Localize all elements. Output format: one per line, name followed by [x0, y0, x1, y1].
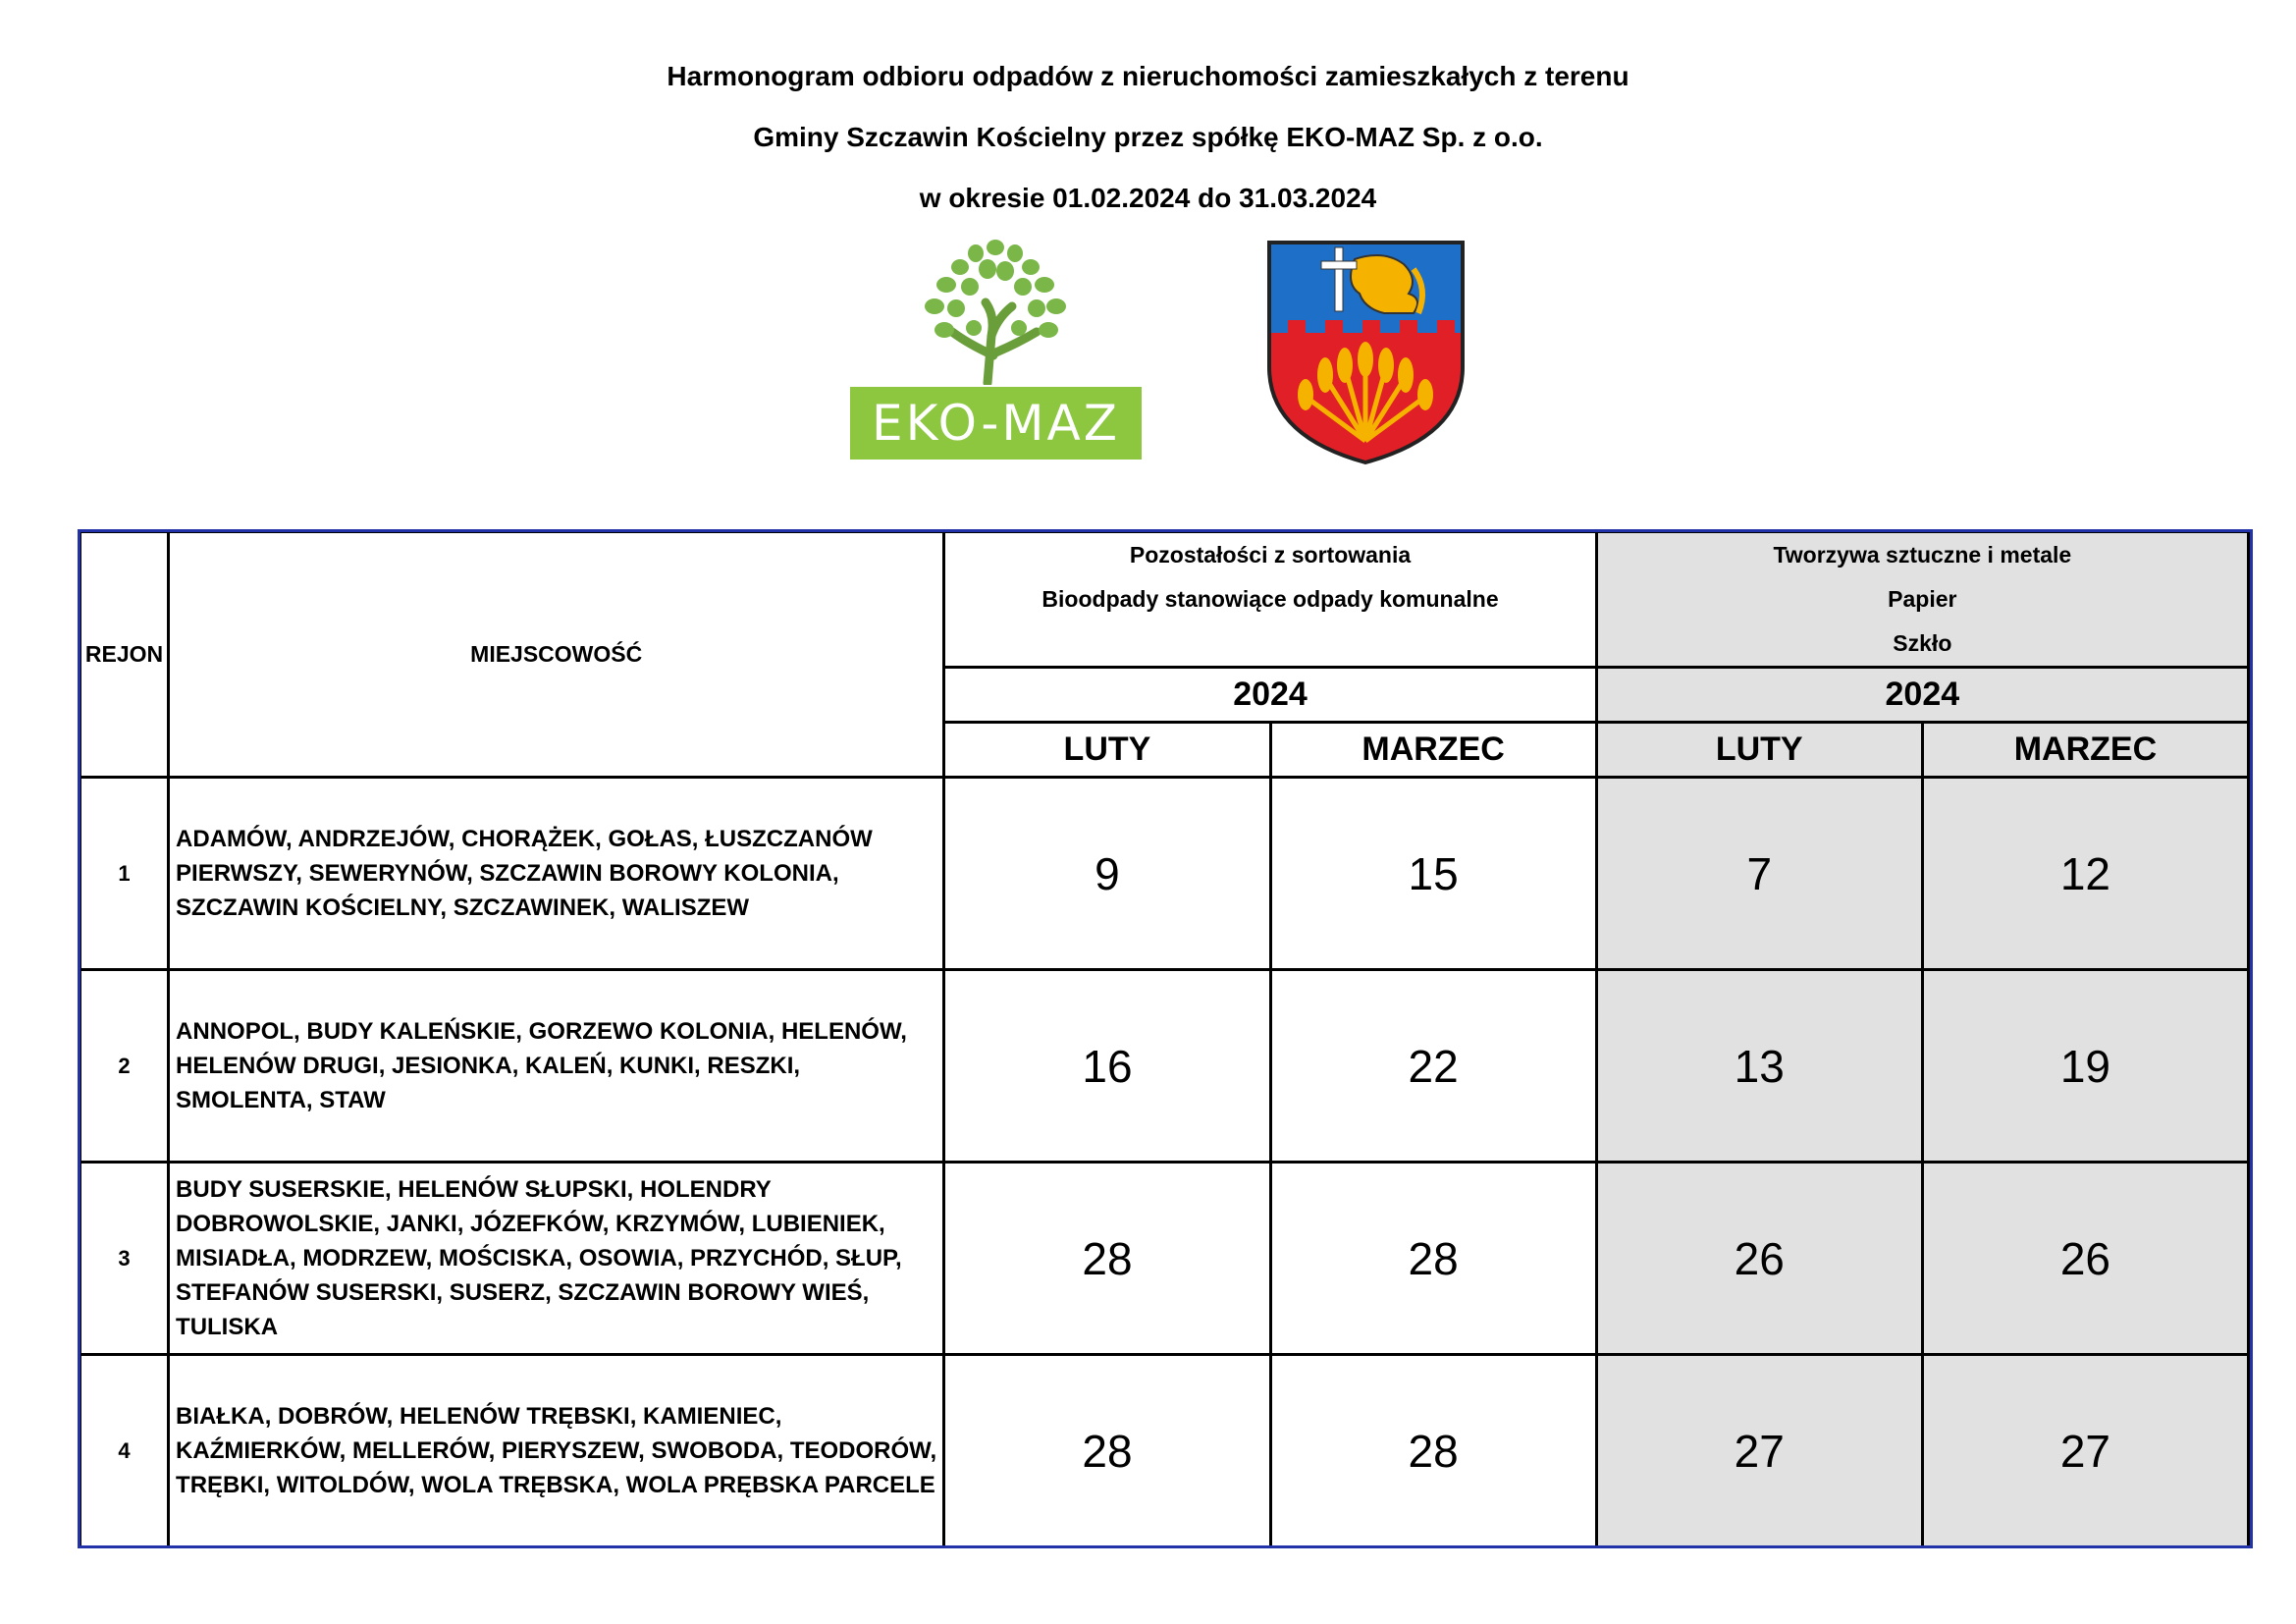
date-cell: 22: [1270, 970, 1596, 1163]
table-row: [80, 1163, 2249, 1355]
date-cell: 28: [1270, 1355, 1596, 1547]
localities-cell: ADAMÓW, ANDRZEJÓW, CHORĄŻEK, GOŁAS, ŁUSZCZANÓW PIERWSZY, SEWERYNÓW, SZCZAWIN BOROWY KOLONIA, SZCZAWIN KOŚCIELNY, SZCZAWINEK, WALISZEW: [169, 778, 944, 970]
group1-line2: Bioodpady stanowiące odpady komunalne: [1041, 586, 1499, 612]
title-line-2: Gminy Szczawin Kościelny przez spółkę EKO-MAZ Sp. z o.o.: [753, 122, 1543, 152]
col-header-rejon: REJON: [80, 532, 169, 778]
group1-line1: Pozostałości z sortowania: [1129, 542, 1412, 568]
group2-line1: Tworzywa sztuczne i metale: [1773, 542, 2072, 568]
localities-cell: ANNOPOL, BUDY KALEŃSKIE, GORZEWO KOLONIA, HELENÓW, HELENÓW DRUGI, JESIONKA, KALEŃ, KUNKI, RESZKI, SMOLENTA, STAW: [169, 970, 944, 1163]
group2-header: [1596, 532, 2248, 668]
localities-cell: BUDY SUSERSKIE, HELENÓW SŁUPSKI, HOLENDRY DOBROWOLSKIE, JANKI, JÓZEFKÓW, KRZYMÓW, LUBIENIEK, MISIADŁA, MODRZEW, MOŚCISKA, OSOWIA, PRZYCHÓD, SŁUP, STEFANÓW SUSERSKI, SUSERZ, SZCZAWIN BOROWY WIEŚ, TULISKA: [169, 1163, 944, 1355]
date-cell: 28: [944, 1163, 1270, 1355]
localities-cell: BIAŁKA, DOBRÓW, HELENÓW TRĘBSKI, KAMIENIEC, KAŹMIERKÓW, MELLERÓW, PIERYSZEW, SWOBODA, TEODORÓW, TRĘBKI, WITOLDÓW, WOLA TRĘBSKA, WOLA PRĘBSKA PARCELE: [169, 1355, 944, 1547]
eko-maz-logo: [850, 238, 1142, 460]
date-cell: 26: [1596, 1163, 1922, 1355]
date-cell: 7: [1596, 778, 1922, 970]
date-cell: 16: [944, 970, 1270, 1163]
col-header-miejscowosc: MIEJSCOWOŚĆ: [169, 532, 944, 778]
group2-month-marzec: MARZEC: [1922, 723, 2248, 778]
title-period: w okresie 01.02.2024 do 31.03.2024: [919, 183, 1377, 213]
group1-year: 2024: [944, 668, 1596, 723]
group2-month-luty: LUTY: [1596, 723, 1922, 778]
schedule-table: [79, 530, 2250, 1548]
group1-month-marzec: MARZEC: [1270, 723, 1596, 778]
date-cell: 15: [1270, 778, 1596, 970]
coat-of-arms-icon: [1266, 240, 1466, 465]
date-cell: 27: [1596, 1355, 1922, 1547]
date-cell: 12: [1922, 778, 2248, 970]
group2-line3: Szkło: [1893, 630, 1952, 656]
table-row: [80, 1355, 2249, 1547]
group2-year: 2024: [1596, 668, 2248, 723]
date-cell: 9: [944, 778, 1270, 970]
rejon-number: 2: [80, 970, 169, 1163]
date-cell: 28: [1270, 1163, 1596, 1355]
tree-icon: [850, 238, 1142, 385]
date-cell: 28: [944, 1355, 1270, 1547]
rejon-number: 1: [80, 778, 169, 970]
rejon-number: 3: [80, 1163, 169, 1355]
title-line-1: Harmonogram odbioru odpadów z nieruchomości zamieszkałych z terenu: [667, 61, 1629, 91]
table-row: [80, 970, 2249, 1163]
group1-header: [944, 532, 1596, 668]
date-cell: 27: [1922, 1355, 2248, 1547]
rejon-number: 4: [80, 1355, 169, 1547]
date-cell: 26: [1922, 1163, 2248, 1355]
group1-month-luty: LUTY: [944, 723, 1270, 778]
group2-line2: Papier: [1888, 586, 1957, 612]
date-cell: 13: [1596, 970, 1922, 1163]
date-cell: 19: [1922, 970, 2248, 1163]
eko-maz-wordmark: EKO-MAZ: [850, 387, 1142, 460]
table-row: [80, 778, 2249, 970]
